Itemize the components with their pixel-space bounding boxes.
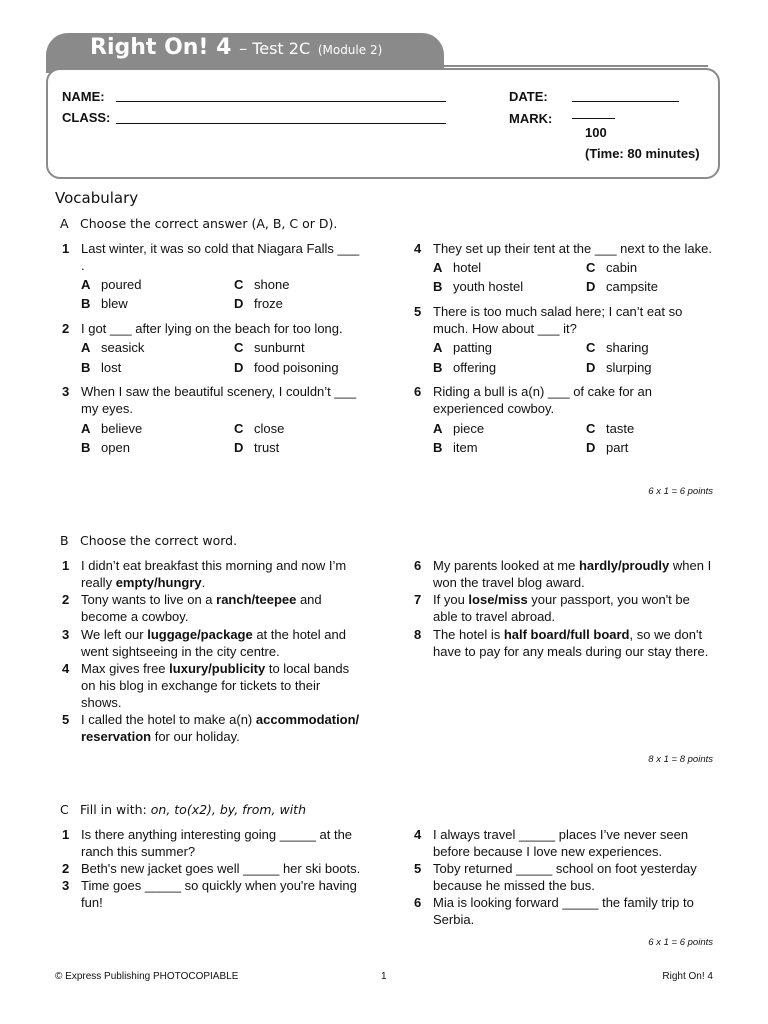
item-text: Mia is looking forward _____ the family trip to Serbia. (433, 895, 694, 927)
name-field[interactable] (116, 101, 446, 102)
option-letter: A (81, 277, 91, 292)
question (414, 383, 715, 417)
option-letter: B (81, 296, 91, 311)
part-b-instruction (60, 533, 237, 548)
time-limit: (Time: 80 minutes) (585, 146, 700, 161)
word-choice[interactable]: half board/full board (503, 627, 630, 642)
question (62, 320, 363, 337)
title-module: (Module 2) (317, 43, 383, 57)
exercise-item (62, 591, 363, 625)
question (414, 240, 715, 257)
question-text: When I saw the beautiful scenery, I couldn’t ___ my eyes. (81, 384, 357, 416)
part-c-instruction (60, 802, 306, 817)
item-text: If you (433, 592, 469, 607)
item-text: I called the hotel to make a(n) (81, 712, 256, 727)
item-number: 6 (414, 895, 422, 910)
option-text: hotel (453, 260, 482, 275)
question-text: I got ___ after lying on the beach for too long. (81, 321, 343, 336)
item-number: 3 (62, 878, 70, 893)
answer-option[interactable] (81, 421, 142, 436)
footer-page-number: 1 (381, 971, 387, 982)
question-number: 3 (62, 384, 70, 399)
option-text: believe (101, 421, 143, 436)
word-choice[interactable]: empty/hungry (115, 575, 202, 590)
item-text: Is there anything interesting going _____ at the ranch this summer? (81, 827, 353, 859)
item-text: to local bands on his blog in exchange for tickets to their shows. (81, 661, 350, 710)
option-text: seasick (101, 340, 145, 355)
item-text: when I won the travel blog award. (433, 558, 712, 590)
item-number: 2 (62, 861, 70, 876)
exercise-item (62, 626, 363, 660)
option-text: youth hostel (453, 279, 524, 294)
title-subtitle: – Test 2C (239, 39, 311, 58)
exercise-item (414, 591, 715, 625)
part-a-points: 6 x 1 = 6 points (648, 486, 713, 497)
answer-option[interactable] (234, 296, 283, 311)
answer-option[interactable] (234, 440, 279, 455)
item-text: and become a cowboy. (81, 592, 322, 624)
fill-in-item (414, 860, 715, 894)
part-c-letter: C (60, 802, 69, 817)
option-letter: A (433, 421, 443, 436)
question-number: 4 (414, 241, 422, 256)
option-text: part (606, 440, 629, 455)
class-field[interactable] (116, 123, 446, 124)
section-title: Vocabulary (55, 189, 139, 207)
option-letter: B (81, 360, 91, 375)
item-text: . (201, 575, 206, 590)
option-text: offering (453, 360, 497, 375)
question-number: 1 (62, 241, 70, 256)
answer-option[interactable] (433, 421, 484, 436)
item-text: Tony wants to live on a (81, 592, 217, 607)
footer-book-title: Right On! 4 (662, 971, 713, 982)
exercise-item (62, 557, 363, 591)
option-letter: A (81, 421, 91, 436)
question (414, 303, 715, 337)
item-number: 4 (62, 661, 70, 676)
option-text: open (101, 440, 130, 455)
answer-option[interactable] (234, 421, 284, 436)
option-letter: A (81, 340, 91, 355)
option-letter: D (586, 360, 596, 375)
question-text: Last winter, it was so cold that Niagara Falls ___ . (81, 241, 360, 273)
option-letter: C (234, 340, 244, 355)
option-text: taste (606, 421, 635, 436)
word-choice[interactable]: ranch/teepee (216, 592, 297, 607)
item-text: Toby returned _____ school on foot yesterday because he missed the bus. (433, 861, 697, 893)
answer-option[interactable] (81, 360, 121, 375)
item-number: 4 (414, 827, 422, 842)
answer-option[interactable] (81, 340, 144, 355)
answer-option[interactable] (586, 421, 634, 436)
answer-option[interactable] (234, 277, 289, 292)
option-text: trust (254, 440, 280, 455)
question-number: 2 (62, 321, 70, 336)
option-letter: B (433, 440, 443, 455)
option-letter: B (433, 360, 443, 375)
item-text: Time goes _____ so quickly when you're having fun! (81, 878, 357, 910)
option-text: close (254, 421, 285, 436)
part-c-prefix: Fill in with: (80, 802, 151, 817)
date-label: DATE: (509, 89, 548, 104)
answer-option[interactable] (433, 440, 478, 455)
option-letter: D (234, 440, 244, 455)
item-text: for our holiday. (151, 729, 240, 744)
item-text: Max gives free (81, 661, 170, 676)
page-title (90, 35, 382, 60)
item-text: at the hotel and went sightseeing in the city centre. (81, 627, 346, 659)
option-text: sharing (606, 340, 649, 355)
answer-option[interactable] (586, 440, 628, 455)
option-text: blew (101, 296, 128, 311)
item-text: My parents looked at me (433, 558, 579, 573)
question-text: There is too much salad here; I can’t eat so much. How about ___ it? (433, 304, 683, 336)
fill-in-item (62, 877, 363, 911)
part-b-letter: B (60, 533, 69, 548)
item-number: 1 (62, 827, 70, 842)
option-letter: C (234, 421, 244, 436)
item-text: The hotel is (433, 627, 504, 642)
option-text: item (453, 440, 478, 455)
footer-copyright: © Express Publishing PHOTOCOPIABLE (55, 971, 239, 982)
part-c-words: on, to(x2), by, from, with (150, 802, 307, 817)
item-number: 7 (414, 592, 422, 607)
item-text: We left our (81, 627, 148, 642)
answer-option[interactable] (81, 296, 128, 311)
option-text: campsite (606, 279, 659, 294)
fill-in-item (414, 826, 715, 860)
exercise-item (62, 711, 363, 745)
option-letter: D (234, 296, 244, 311)
item-text: I always travel _____ places I’ve never seen before because I love new experiences. (433, 827, 689, 859)
item-text: I didn’t eat breakfast this morning and now I’m really (81, 558, 347, 590)
word-choice[interactable]: lose/miss (468, 592, 528, 607)
fill-in-item (62, 826, 363, 860)
question-text: Riding a bull is a(n) ___ of cake for an experienced cowboy. (433, 384, 652, 416)
option-text: piece (453, 421, 485, 436)
option-letter: C (234, 277, 244, 292)
item-text: your passport, you won't be able to travel abroad. (433, 592, 690, 624)
option-letter: D (234, 360, 244, 375)
question (62, 383, 363, 417)
answer-option[interactable] (433, 340, 492, 355)
option-letter: A (433, 340, 443, 355)
answer-option[interactable] (586, 279, 658, 294)
exercise-item (62, 660, 363, 711)
question-number: 6 (414, 384, 422, 399)
question-number: 5 (414, 304, 422, 319)
exercise-item (414, 626, 715, 660)
option-letter: B (81, 440, 91, 455)
answer-option[interactable] (234, 340, 305, 355)
option-text: lost (101, 360, 122, 375)
answer-option[interactable] (81, 277, 141, 292)
word-choice[interactable]: luggage/package (147, 627, 253, 642)
part-a-text: Choose the correct answer (A, B, C or D). (80, 216, 338, 231)
word-choice[interactable]: hardly/proudly (578, 558, 670, 573)
item-number: 8 (414, 627, 422, 642)
item-number: 2 (62, 592, 70, 607)
answer-option[interactable] (81, 440, 130, 455)
mark-field[interactable] (572, 118, 615, 119)
word-choice[interactable]: accommodation/ reservation (81, 712, 360, 744)
answer-option[interactable] (433, 279, 523, 294)
option-letter: D (586, 279, 596, 294)
answer-option[interactable] (433, 360, 496, 375)
question-text: They set up their tent at the ___ next to the lake. (433, 241, 712, 256)
answer-option[interactable] (234, 360, 339, 375)
part-b-points: 8 x 1 = 8 points (648, 754, 713, 765)
option-text: cabin (606, 260, 638, 275)
option-text: food poisoning (254, 360, 339, 375)
part-a-instruction (60, 216, 337, 231)
mark-label: MARK: (509, 111, 553, 126)
part-c-points: 6 x 1 = 6 points (648, 937, 713, 948)
fill-in-item (62, 860, 363, 877)
item-number: 3 (62, 627, 70, 642)
exercise-item (414, 557, 715, 591)
option-text: shone (254, 277, 290, 292)
item-number: 5 (62, 712, 70, 727)
option-letter: B (433, 279, 443, 294)
class-label: CLASS: (62, 110, 111, 125)
item-number: 1 (62, 558, 70, 573)
part-a-letter: A (60, 216, 69, 231)
title-main: Right On! 4 (90, 35, 232, 60)
option-text: slurping (606, 360, 652, 375)
item-number: 5 (414, 861, 422, 876)
part-b-text: Choose the correct word. (80, 533, 238, 548)
item-number: 6 (414, 558, 422, 573)
answer-option[interactable] (586, 340, 649, 355)
option-letter: A (433, 260, 443, 275)
option-letter: D (586, 440, 596, 455)
item-text: , so we don't have to pay for any meals during our stay there. (433, 627, 709, 659)
word-choice[interactable]: luxury/publicity (169, 661, 266, 676)
answer-option[interactable] (433, 260, 481, 275)
question (62, 240, 363, 274)
option-letter: C (586, 260, 596, 275)
option-text: froze (254, 296, 283, 311)
name-label: NAME: (62, 89, 105, 104)
option-text: sunburnt (254, 340, 305, 355)
answer-option[interactable] (586, 260, 637, 275)
option-letter: C (586, 421, 596, 436)
option-text: poured (101, 277, 142, 292)
header-rule (444, 65, 708, 67)
answer-option[interactable] (586, 360, 652, 375)
item-text: Beth's new jacket goes well _____ her ski boots. (81, 861, 361, 876)
option-text: patting (453, 340, 493, 355)
mark-total: 100 (585, 125, 607, 140)
date-field[interactable] (572, 101, 679, 102)
fill-in-item (414, 894, 715, 928)
option-letter: C (586, 340, 596, 355)
